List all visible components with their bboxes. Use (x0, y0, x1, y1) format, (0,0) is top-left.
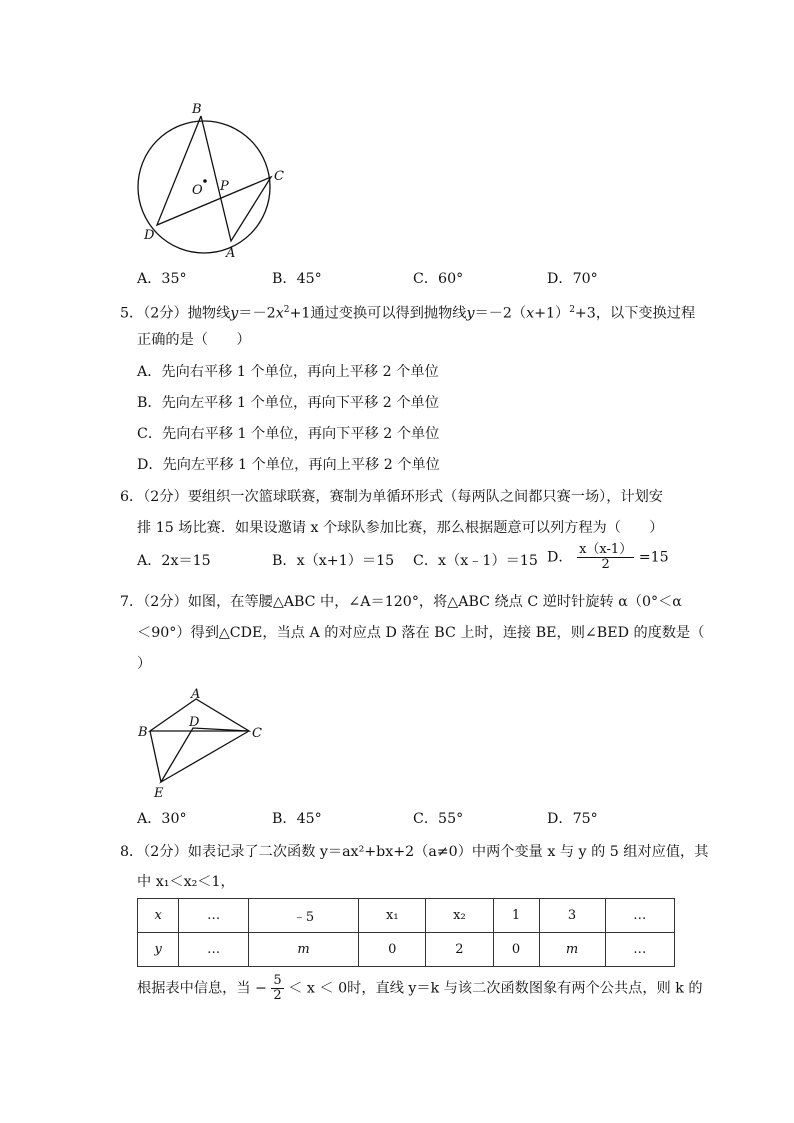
label-d: D (144, 228, 155, 243)
q8-fraction (271, 974, 283, 1003)
q5-stem-line2: 正确的是（ ） (137, 332, 251, 348)
table-cell: … (605, 933, 674, 967)
q7-option-b[interactable]: B．45° (272, 811, 322, 827)
q8-frac-den: 2 (273, 988, 282, 1003)
table-cell: x₁ (359, 899, 426, 933)
q4-option-c[interactable]: C．60° (413, 271, 464, 287)
table-cell: y (138, 933, 179, 967)
q8-stem-line1: 8．（2分）如表记录了二次函数 y＝ax²+bx+2（a≠0）中两个变量 x 与 y 的 5 组对应值，其 (120, 844, 709, 860)
q7-stem-line2: ＜90°）得到△CDE，当点 A 的对应点 D 落在 BC 上时，连接 BE，则∠BED 的度数是（ (137, 625, 705, 641)
q7-option-a[interactable]: A．30° (137, 811, 187, 827)
label-d7: D (189, 715, 200, 730)
q6-option-c[interactable]: C．x（x﹣1）＝15 (413, 553, 538, 569)
table-cell: 2 (426, 933, 493, 967)
q7-stem-line1: 7．（2分）如图，在等腰△ABC 中，∠A＝120°，将△ABC 绕点 C 逆时针旋转 α（0°＜α (120, 594, 682, 610)
q8-frac-num: 5 (273, 973, 282, 988)
q7-option-c[interactable]: C．55° (413, 811, 464, 827)
q8-after-prefix: 根据表中信息，当 − (137, 980, 267, 997)
q4-option-a[interactable]: A．35° (137, 271, 187, 287)
table-row (138, 899, 675, 933)
table-cell: x (138, 899, 179, 933)
table-row (138, 933, 675, 967)
triangle-cde (161, 728, 249, 782)
q6-d-suffix: =15 (638, 549, 669, 566)
triangle-figure (132, 685, 272, 800)
q5-option-a[interactable]: A．先向右平移 1 个单位，再向上平移 2 个单位 (137, 364, 439, 380)
table-cell: x₂ (426, 899, 493, 933)
q6-d-prefix: D． (547, 549, 573, 566)
table-cell: 3 (539, 899, 605, 933)
q5-option-c[interactable]: C．先向右平移 1 个单位，再向下平移 2 个单位 (137, 426, 440, 442)
q4-option-b[interactable]: B．45° (272, 271, 322, 287)
q6-option-a[interactable]: A．2x＝15 (137, 553, 211, 569)
label-a7: A (191, 687, 201, 702)
q6-option-b[interactable]: B．x（x+1）＝15 (272, 553, 395, 569)
q6-d-den: 2 (601, 557, 610, 572)
q7-stem-line3: ） (137, 656, 152, 672)
label-o: O (192, 183, 203, 198)
q5-option-b[interactable]: B．先向左平移 1 个单位，再向下平移 2 个单位 (137, 395, 439, 411)
label-b: B (192, 102, 202, 117)
values-table (137, 898, 675, 967)
q6-d-fraction (577, 543, 634, 572)
circle-o (138, 121, 270, 253)
q6-option-d[interactable] (547, 543, 669, 572)
label-p: P (220, 179, 229, 194)
chord-lines (157, 116, 271, 241)
q8-stem-line2: 中 x₁＜x₂＜1， (137, 874, 235, 890)
q6-stem-line2: 排 15 场比赛．如果设邀请 x 个球队参加比赛，那么根据题意可以列方程为（ ） (137, 520, 664, 536)
circle-figure (130, 95, 300, 265)
table-cell: 1 (493, 899, 539, 933)
q7-option-d[interactable]: D．75° (547, 811, 598, 827)
table-cell: m (248, 933, 358, 967)
q6-stem-line1: 6．（2分）要组织一次篮球联赛，赛制为单循环形式（每两队之间都只赛一场），计划安 (120, 489, 663, 505)
label-c: C (274, 169, 284, 184)
label-b7: B (138, 725, 148, 740)
label-e7: E (154, 786, 164, 800)
q4-option-d[interactable]: D．70° (547, 271, 598, 287)
q5-stem-line1: 5．（2分）抛物线$y=-2x^2+1$通过变换可以得到抛物线$y=-2(x+1)^2+3$，以下变换过程 (120, 305, 696, 322)
table-cell: 0 (359, 933, 426, 967)
table-cell: ﹣5 (248, 899, 358, 933)
q8-after-suffix: ＜ x ＜ 0时，直线 y＝k 与该二次函数图象有两个公共点，则 k 的 (288, 980, 703, 997)
table-cell: m (539, 933, 605, 967)
center-dot (203, 179, 207, 183)
q6-d-num: x（x-1） (579, 542, 633, 557)
table-cell: … (605, 899, 674, 933)
triangle-abc (150, 699, 249, 731)
segment-be (150, 731, 161, 782)
q5-option-d[interactable]: D．先向左平移 1 个单位，再向上平移 2 个单位 (137, 457, 440, 473)
label-c7: C (252, 726, 262, 741)
table-cell: 0 (493, 933, 539, 967)
label-a: A (226, 246, 236, 261)
table-cell: … (179, 933, 248, 967)
table-cell: … (179, 899, 248, 933)
q8-after-table (137, 974, 703, 1003)
